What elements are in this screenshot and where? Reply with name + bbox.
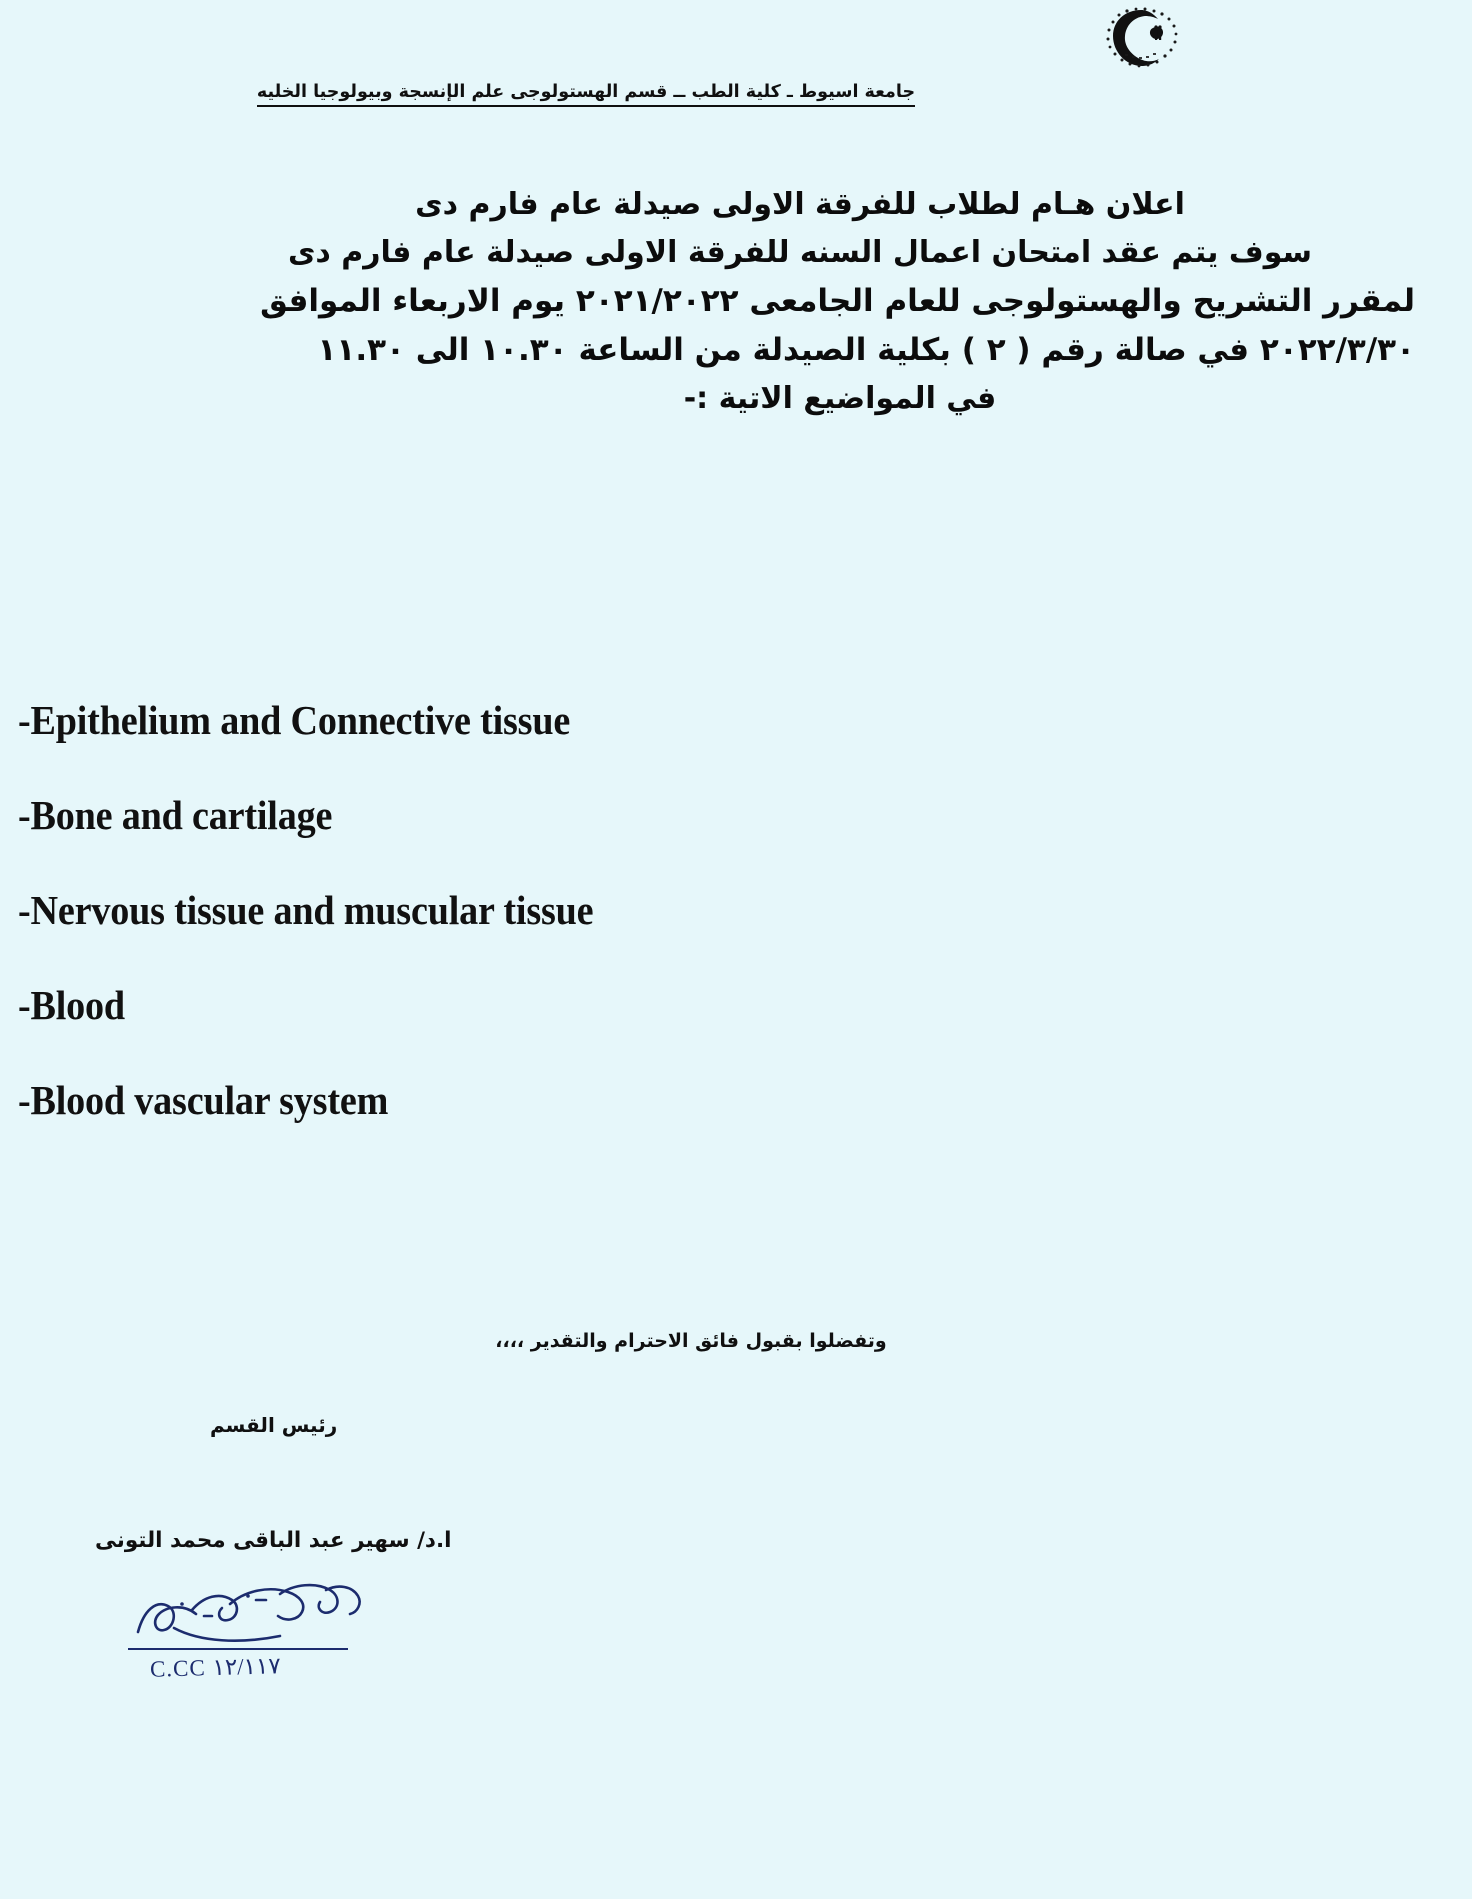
signature-date: C.CC ١٢/١١٧ [149, 1653, 281, 1682]
list-item: -Bone and cartilage [18, 792, 333, 838]
closing-compliments: وتفضلوا بقبول فائق الاحترام والتقدير ،،،، [495, 1330, 887, 1352]
announcement-body [55, 187, 1415, 432]
signer-name: ا.د/ سهير عبد الباقى محمد التونى [95, 1528, 452, 1553]
list-item: -Blood vascular system [18, 1077, 389, 1123]
announcement-line-1: اعلان هـام لطلاب للفرقة الاولى صيدلة عام فارم دى [415, 187, 1185, 222]
letterhead [0, 0, 1472, 150]
department-line-container [0, 82, 1472, 107]
list-item: -Nervous tissue and muscular tissue [18, 887, 594, 933]
university-crest-icon [1095, 6, 1187, 72]
list-item: -Blood [18, 982, 125, 1028]
announcement-line-3: لمقرر التشريح والهستولوجى للعام الجامعى ٢٠٢١/٢٠٢٢ يوم الاربعاء الموافق [260, 283, 1415, 319]
list-item: -Epithelium and Connective tissue [18, 697, 571, 743]
announcement-line-2: سوف يتم عقد امتحان اعمال السنه للفرقة الاولى صيدلة عام فارم دى [287, 235, 1313, 270]
topic-list [18, 697, 1218, 1175]
signature-underline [128, 1648, 348, 1650]
announcement-line-4: ٢٠٢٢/٣/٣٠ في صالة رقم ( ٢ ) بكلية الصيدلة من الساعة ١٠.٣٠ الى ١١.٣٠ [317, 332, 1415, 368]
department-line: جامعة اسيوط ـ كلية الطب ــ قسم الهستولوجى علم الإنسجة وبيولوجيا الخليه [257, 82, 915, 107]
signer-role: رئيس القسم [210, 1413, 338, 1437]
announcement-line-5: في المواضيع الاتية :- [683, 381, 997, 416]
